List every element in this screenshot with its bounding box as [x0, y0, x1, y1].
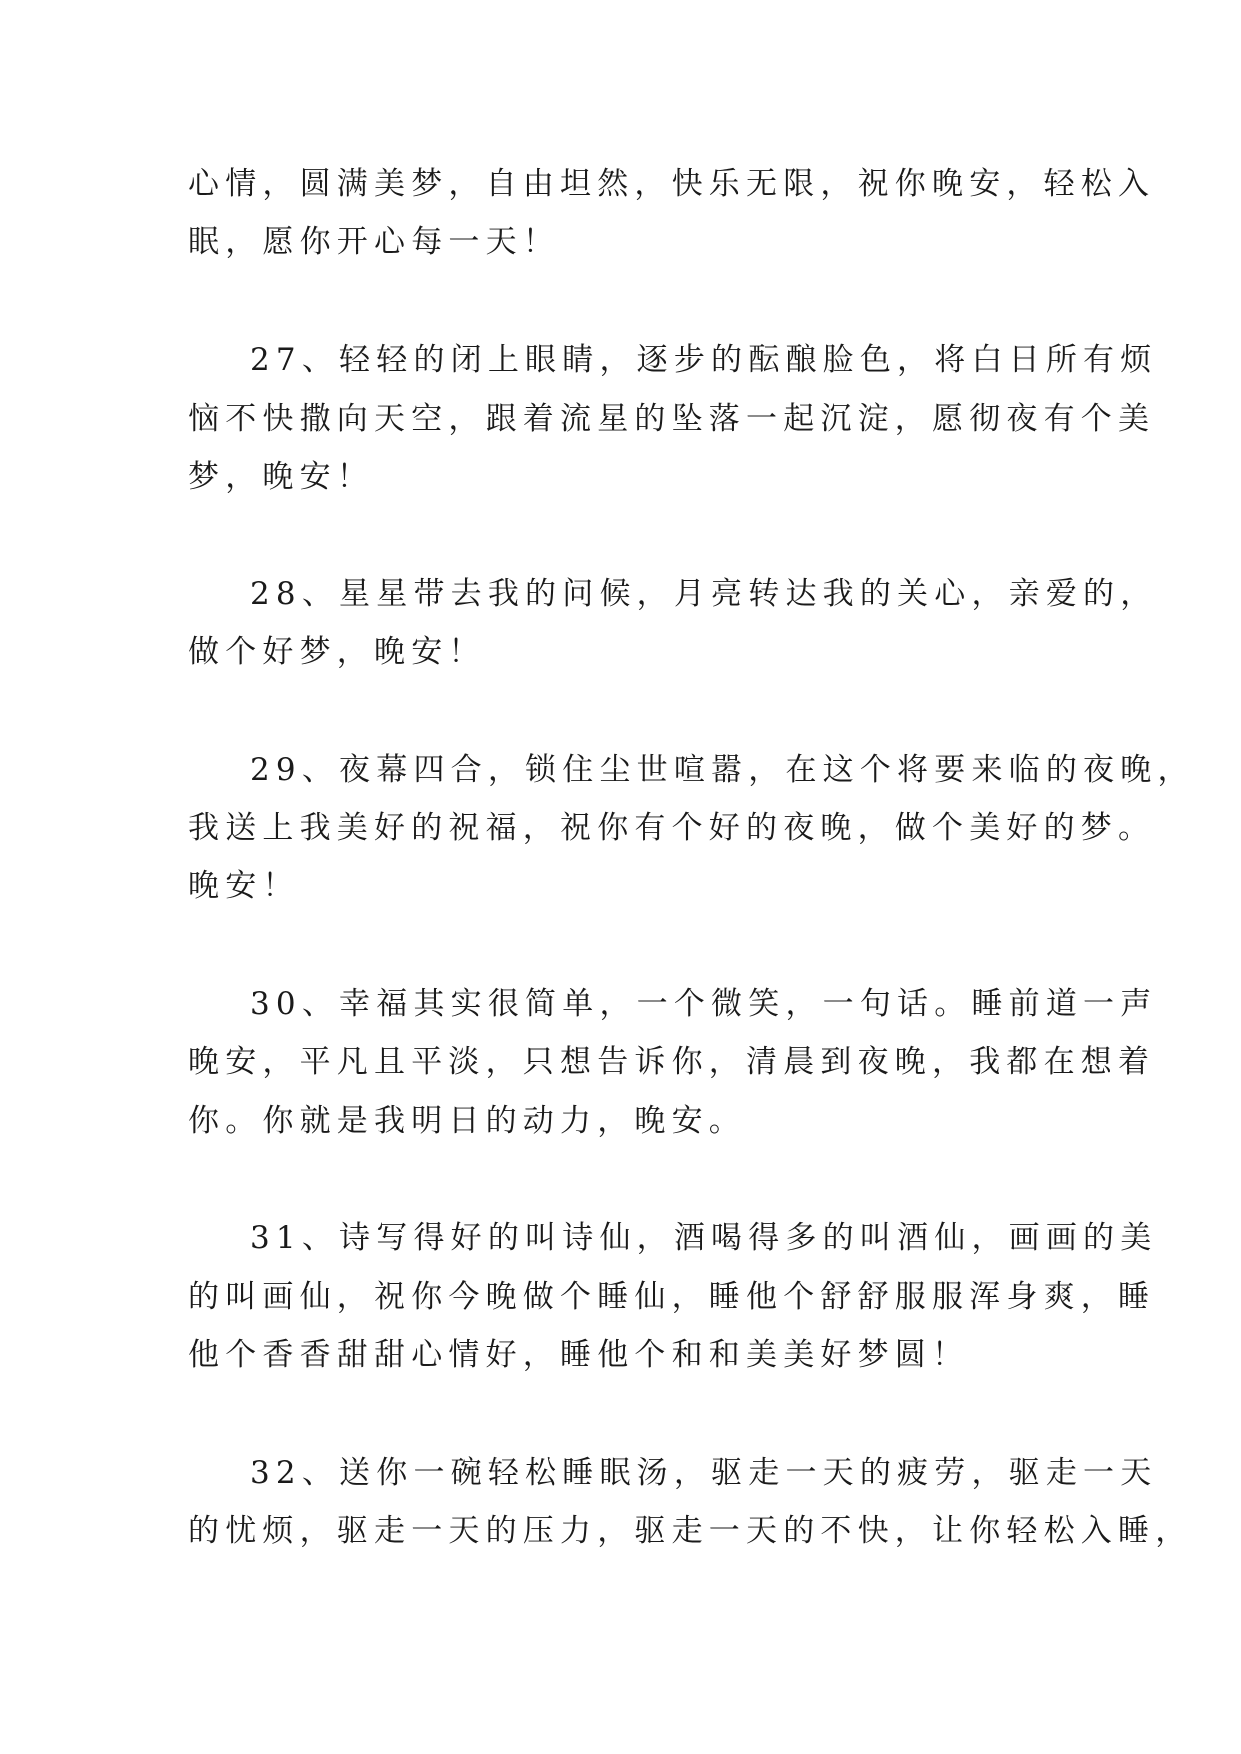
paragraph-29-line: 29、夜幕四合，锁住尘世喧嚣，在这个将要来临的夜晚， — [250, 752, 1195, 788]
text-line: 晚安，平凡且平淡，只想告诉你，清晨到夜晚，我都在想着 — [188, 1044, 1156, 1080]
text-line: 眠，愿你开心每一天！ — [188, 224, 560, 260]
text-line: 我送上我美好的祝福，祝你有个好的夜晚，做个美好的梦。 — [188, 810, 1156, 846]
text-line: 恼不快撒向天空，跟着流星的坠落一起沉淀，愿彻夜有个美 — [188, 401, 1156, 437]
text-line: 你。你就是我明日的动力，晚安。 — [188, 1103, 746, 1139]
text-line: 的忧烦，驱走一天的压力，驱走一天的不快，让你轻松入睡， — [188, 1513, 1193, 1549]
paragraph-31-line: 31、诗写得好的叫诗仙，酒喝得多的叫酒仙，画画的美 — [250, 1220, 1158, 1256]
text-line: 心情，圆满美梦，自由坦然，快乐无限，祝你晚安，轻松入 — [188, 166, 1156, 202]
paragraph-30-line: 30、幸福其实很简单，一个微笑，一句话。睡前道一声 — [250, 986, 1158, 1022]
paragraph-32-line: 32、送你一碗轻松睡眠汤，驱走一天的疲劳，驱走一天 — [250, 1455, 1158, 1491]
paragraph-28-line: 28、星星带去我的问候，月亮转达我的关心，亲爱的， — [250, 576, 1158, 612]
text-line: 的叫画仙，祝你今晚做个睡仙，睡他个舒舒服服浑身爽，睡 — [188, 1279, 1156, 1315]
text-line: 梦，晚安！ — [188, 459, 374, 495]
text-line: 做个好梦，晚安！ — [188, 634, 486, 670]
text-line: 晚安！ — [188, 868, 300, 904]
paragraph-27-line: 27、轻轻的闭上眼睛，逐步的酝酿脸色，将白日所有烦 — [250, 342, 1158, 378]
text-line: 他个香香甜甜心情好，睡他个和和美美好梦圆！ — [188, 1337, 970, 1373]
